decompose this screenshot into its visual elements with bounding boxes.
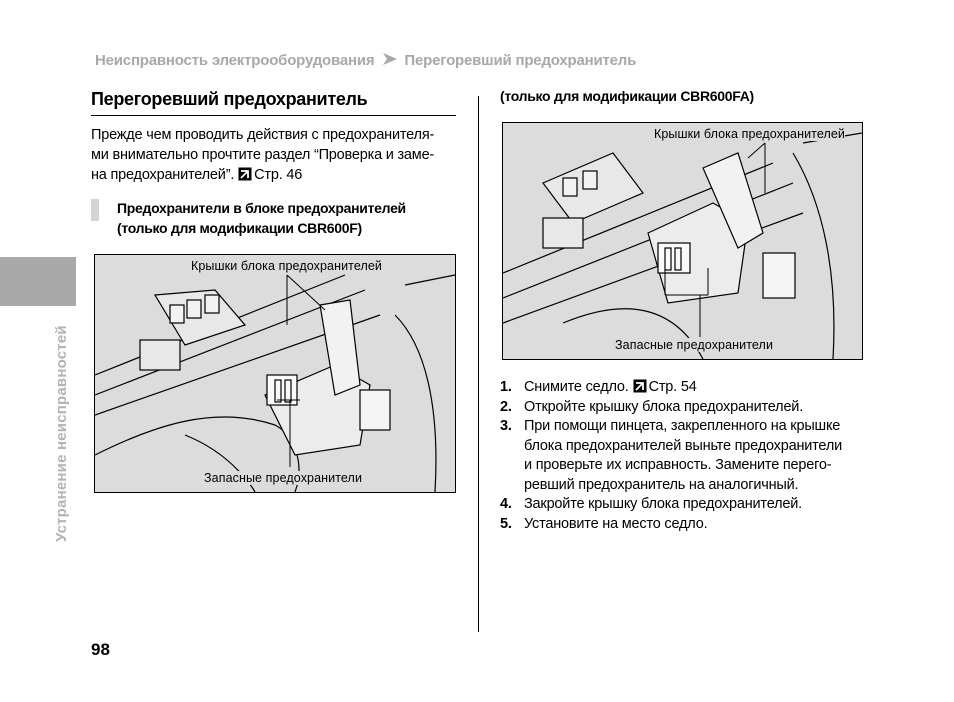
page-reference[interactable]: Стр. 46 bbox=[254, 167, 303, 183]
list-item: 4. Закройте крышку блока предохранителей. bbox=[500, 495, 870, 515]
page-number: 98 bbox=[91, 640, 110, 659]
instruction-steps bbox=[500, 378, 870, 534]
arrow-right-icon bbox=[382, 52, 398, 66]
list-item: 1. Снимите седло. Стр. 54 bbox=[500, 378, 870, 398]
step-number: 3. bbox=[500, 418, 512, 434]
step-number: 2. bbox=[500, 398, 512, 415]
page-reference[interactable]: Стр. 54 bbox=[648, 379, 697, 395]
intro-line: Прежде чем проводить действия с предохранителя- bbox=[91, 127, 435, 143]
intro-paragraph bbox=[91, 125, 461, 185]
fuse-cover-label: Крышки блока предохранителей bbox=[191, 259, 383, 273]
subheading-marker bbox=[91, 199, 99, 221]
fuse-box-figure-cbr600fa bbox=[502, 122, 863, 360]
fuse-cover-label: Крышки блока предохранителей bbox=[654, 127, 846, 141]
list-item: 5. Установите на место седло. bbox=[500, 515, 870, 535]
step-number: 1. bbox=[500, 379, 512, 395]
intro-line: на предохранителей”. Стр. 46 bbox=[91, 167, 303, 183]
breadcrumb-current: Перегоревший предохранитель bbox=[404, 52, 637, 69]
spare-fuses-label: Запасные предохранители bbox=[204, 471, 363, 485]
step-number: 4. bbox=[500, 496, 512, 512]
breadcrumb bbox=[95, 52, 636, 69]
page-reference-icon bbox=[238, 167, 252, 181]
page-reference-icon bbox=[633, 379, 647, 393]
side-section-label: Устранение неисправностей bbox=[53, 325, 70, 542]
page-title: Перегоревший предохранитель bbox=[91, 89, 456, 116]
right-subheading: (только для модификации CBR600FA) bbox=[500, 88, 754, 104]
side-tab-marker bbox=[0, 257, 76, 306]
left-subheading: Предохранители в блоке предохранителей (только для модификации CBR600F) bbox=[117, 200, 406, 236]
fuse-box-figure-cbr600f bbox=[94, 254, 456, 493]
callout-lines bbox=[503, 123, 862, 359]
list-item: 3. При помощи пинцета, закрепленного на крышке блока предохранителей выньте предохранители и проверьте их исправность. Замените перего- ревший предохранитель на аналогичный. bbox=[500, 418, 842, 493]
intro-line: ми внимательно прочтите раздел “Проверка и заме- bbox=[91, 147, 435, 163]
spare-fuses-label: Запасные предохранители bbox=[615, 338, 774, 352]
list-item: 2. Откройте крышку блока предохранителей. bbox=[500, 398, 870, 418]
callout-lines bbox=[95, 255, 455, 492]
step-number: 5. bbox=[500, 515, 512, 532]
breadcrumb-section: Неисправность электрооборудования bbox=[95, 52, 375, 69]
column-divider bbox=[478, 96, 479, 632]
